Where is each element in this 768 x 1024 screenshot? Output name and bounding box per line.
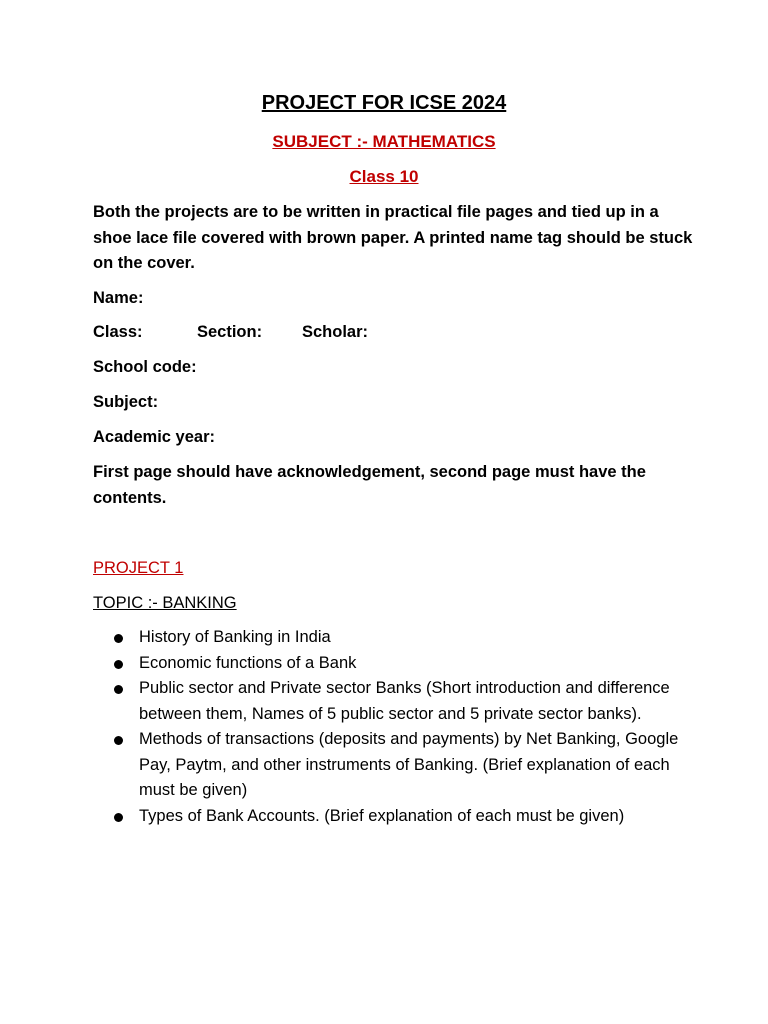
list-item-text: Types of Bank Accounts. (Brief explanation of each must be given) bbox=[139, 806, 625, 825]
list-item-text: Economic functions of a Bank bbox=[139, 653, 357, 672]
bullet-icon bbox=[114, 660, 123, 669]
list-item bbox=[110, 727, 680, 804]
academic-year-field-label: Academic year: bbox=[93, 428, 215, 446]
subject-heading: SUBJECT :- MATHEMATICS bbox=[272, 132, 496, 151]
bullet-icon bbox=[114, 634, 123, 643]
closing-paragraph: First page should have acknowledgement, second page must have the contents. bbox=[93, 463, 646, 507]
bullet-icon bbox=[114, 736, 123, 745]
list-item bbox=[110, 804, 680, 830]
intro-paragraph: Both the projects are to be written in practical file pages and tied up in a shoe lace file covered with brown paper. A printed name tag should be stuck on the cover. bbox=[93, 203, 693, 272]
class-field-label: Class: bbox=[93, 323, 143, 341]
list-item-text: Methods of transactions (deposits and payments) by Net Banking, Google Pay, Paytm, and other instruments of Banking. (Brief explanation of each must be given) bbox=[139, 730, 679, 799]
name-field-label: Name: bbox=[93, 289, 144, 307]
bullet-icon bbox=[114, 685, 123, 694]
school-code-field-label: School code: bbox=[93, 358, 197, 376]
list-item bbox=[110, 651, 680, 677]
topic-heading: TOPIC :- BANKING bbox=[93, 594, 237, 612]
page-title: PROJECT FOR ICSE 2024 bbox=[261, 92, 507, 114]
topic-bullet-list bbox=[110, 625, 680, 829]
class-heading: Class 10 bbox=[349, 167, 419, 186]
bullet-icon bbox=[114, 813, 123, 822]
project-heading: PROJECT 1 bbox=[93, 559, 184, 577]
list-item bbox=[110, 676, 680, 727]
scholar-field-label: Scholar: bbox=[302, 323, 369, 341]
subject-field-label: Subject: bbox=[93, 393, 159, 411]
list-item-text: History of Banking in India bbox=[139, 628, 331, 646]
list-item-text: Public sector and Private sector Banks (Short introduction and difference between them, Names of 5 public sector and 5 private sector banks). bbox=[139, 679, 670, 723]
section-field-label: Section: bbox=[197, 323, 263, 341]
list-item bbox=[110, 625, 680, 651]
